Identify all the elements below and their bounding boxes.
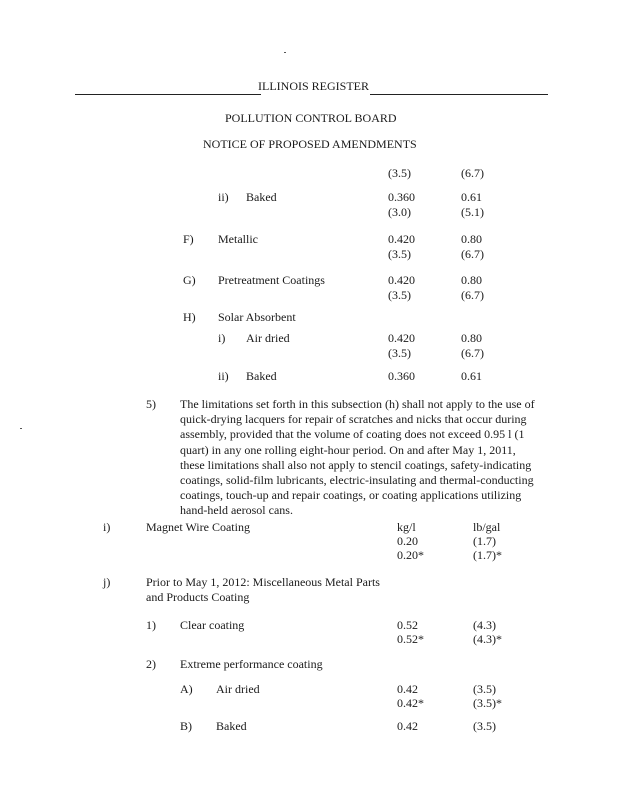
section-number: j) (103, 575, 111, 589)
table-value: 0.360 (388, 369, 415, 383)
paragraph-line: coatings, touch-up and repair coatings, or coating applications utilizing (180, 488, 522, 503)
table-value: (3.5) (388, 247, 411, 261)
table-value: 0.42* (397, 696, 424, 710)
row-label: Pretreatment Coatings (218, 273, 325, 287)
row-number: H) (183, 310, 196, 324)
paragraph-number: 5) (146, 397, 156, 411)
table-value: 0.20 (397, 534, 418, 548)
row-label: Solar Absorbent (218, 310, 296, 324)
row-number: i) (218, 331, 226, 345)
paragraph-line: hand-held aerosol cans. (180, 503, 293, 518)
table-value: (3.5) (473, 719, 496, 733)
table-value: 0.420 (388, 331, 415, 345)
row-number: ii) (218, 190, 229, 204)
table-value: 0.360 (388, 190, 415, 204)
row-label: Baked (246, 369, 277, 383)
table-value: (6.7) (461, 346, 484, 360)
item-label: Clear coating (180, 618, 245, 632)
scan-speck (20, 428, 22, 429)
item-label: Extreme performance coating (180, 657, 323, 671)
agency-title: POLLUTION CONTROL BOARD (225, 111, 397, 125)
item-label: Baked (216, 719, 247, 733)
table-value: (3.0) (388, 205, 411, 219)
table-value: 0.52 (397, 618, 418, 632)
table-value: 0.420 (388, 232, 415, 246)
table-value: 0.420 (388, 273, 415, 287)
scan-speck (284, 52, 286, 53)
table-value: 0.80 (461, 232, 482, 246)
paragraph-line: these limitations shall also not apply to stencil coatings, safety-indicating (180, 457, 532, 472)
section-label: and Products Coating (146, 590, 250, 604)
section-number: i) (103, 520, 111, 534)
item-label: Air dried (216, 682, 260, 696)
row-number: ii) (218, 369, 229, 383)
item-number: A) (180, 682, 193, 696)
paragraph-line: quart) in any one rolling eight-hour period. On and after May 1, 2011, (180, 442, 516, 457)
table-value: (6.7) (461, 247, 484, 261)
table-value: 0.20* (397, 548, 424, 562)
item-number: B) (180, 719, 192, 733)
table-value: (5.1) (461, 205, 484, 219)
table-value: (3.5) (388, 288, 411, 302)
paragraph-line: The limitations set forth in this subsection (h) shall not apply to the use of (180, 397, 535, 411)
notice-title: NOTICE OF PROPOSED AMENDMENTS (203, 137, 417, 151)
table-value: 0.80 (461, 331, 482, 345)
paragraph-line: assembly, provided that the volume of coating does not exceed 0.95 l (1 (180, 427, 525, 442)
table-value: 0.42 (397, 682, 418, 696)
table-value: (1.7)* (473, 548, 502, 562)
table-value: (1.7) (473, 534, 496, 548)
section-label: Prior to May 1, 2012: Miscellaneous Metal Parts (146, 575, 380, 589)
paragraph-line: quick-drying lacquers for repair of scratches and nicks that occur during (180, 412, 527, 427)
unit-header: lb/gal (473, 520, 501, 534)
row-number: F) (183, 232, 194, 246)
table-value: 0.61 (461, 190, 482, 204)
table-value: 0.80 (461, 273, 482, 287)
table-value: (4.3) (473, 618, 496, 632)
row-label: Air dried (246, 331, 290, 345)
paragraph-line: coatings, solid-film lubricants, electric-insulating and thermal-conducting (180, 473, 534, 488)
unit-header: kg/l (397, 520, 416, 534)
item-number: 1) (146, 618, 156, 632)
row-number: G) (183, 273, 196, 287)
header-rule-right (370, 94, 548, 95)
section-label: Magnet Wire Coating (146, 520, 250, 534)
table-value: (3.5) (388, 346, 411, 360)
table-value: (3.5) (473, 682, 496, 696)
table-value: (4.3)* (473, 632, 502, 646)
table-value: (3.5) (388, 166, 411, 180)
table-value: (3.5)* (473, 696, 502, 710)
item-number: 2) (146, 657, 156, 671)
table-value: 0.61 (461, 369, 482, 383)
table-value: (6.7) (461, 288, 484, 302)
paragraph-body (180, 397, 582, 519)
row-label: Metallic (218, 232, 258, 246)
table-value: 0.52* (397, 632, 424, 646)
table-value: (6.7) (461, 166, 484, 180)
header-rule-left (75, 94, 261, 95)
row-label: Baked (246, 190, 277, 204)
table-value: 0.42 (397, 719, 418, 733)
register-title: ILLINOIS REGISTER (258, 79, 369, 93)
